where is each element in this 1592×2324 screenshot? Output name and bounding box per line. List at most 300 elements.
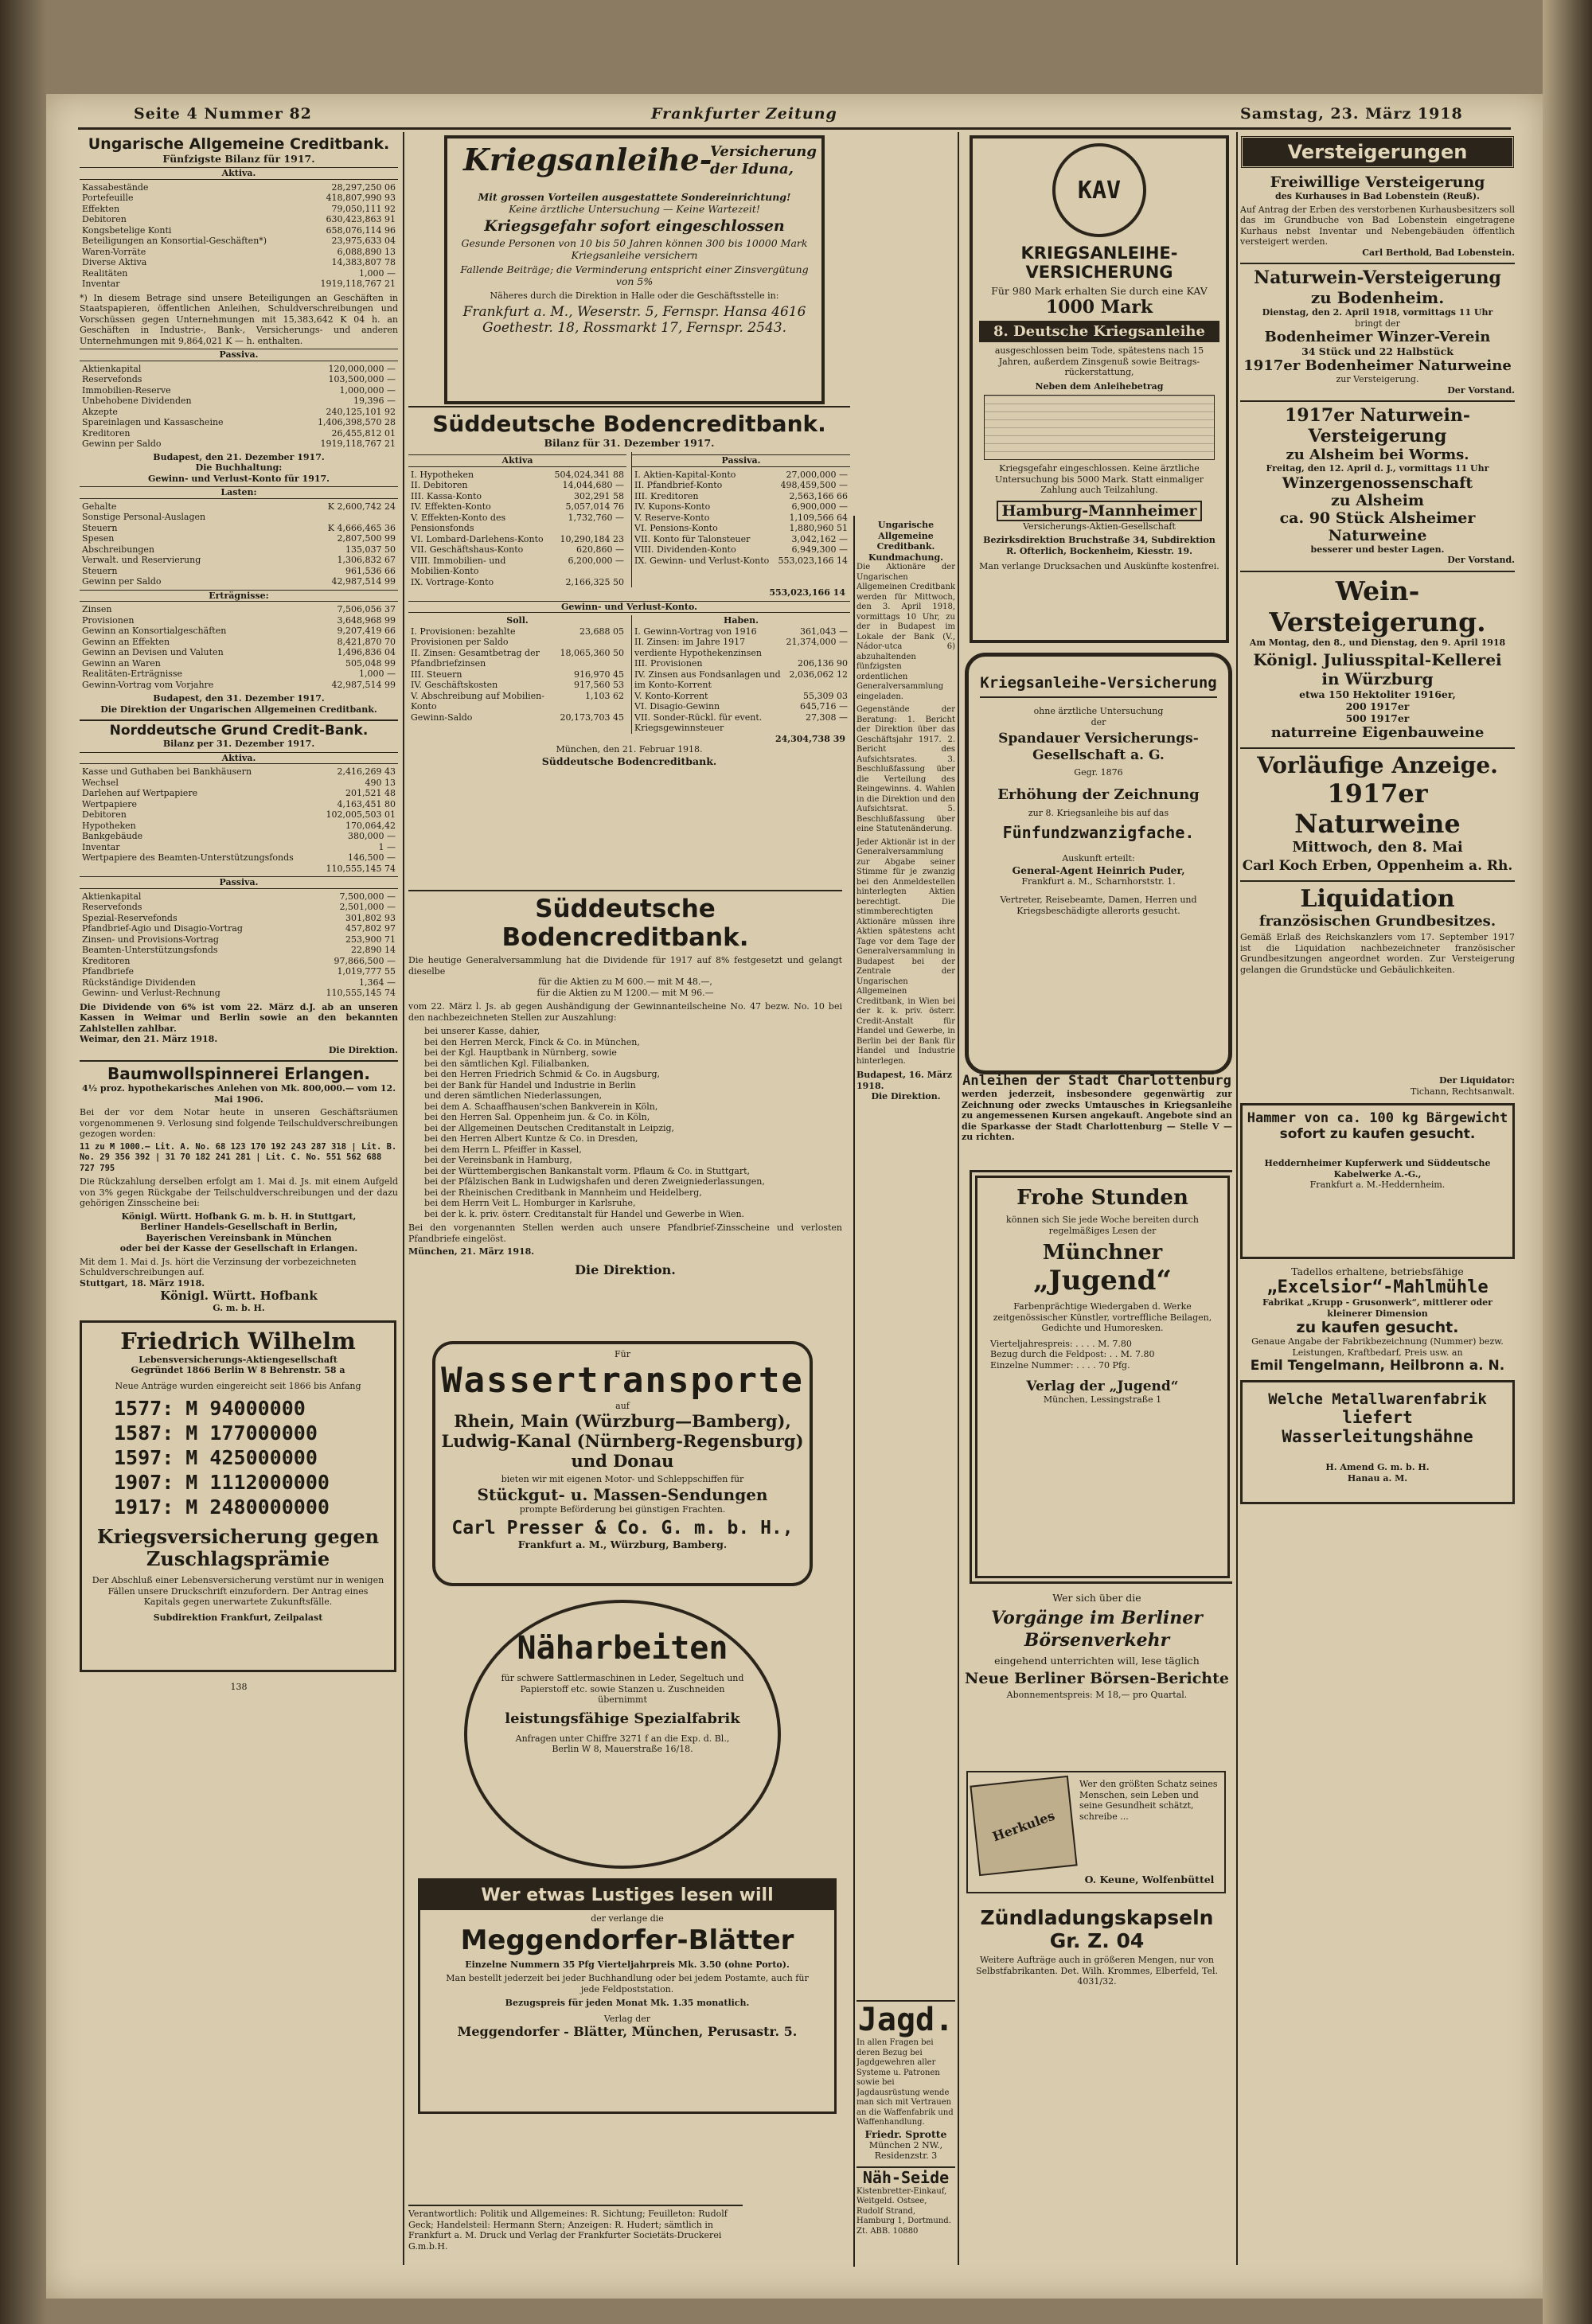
aktiva-table <box>80 182 398 290</box>
charl-text: werden jederzeit, insbesondere gegenwärtig zur Zeichnung oder zwecks Umtausches in Kriegsanleihe zu angemessenen Kursen angekauft. Angebote sind an die Sparkasse der Stadt Charlottenburg — Stelle V — zu richten. <box>962 1089 1232 1142</box>
row-label: Wertpapiere des Beamten-Unterstützungsfonds <box>82 852 294 863</box>
table-row <box>80 385 398 396</box>
jug-line-3: „Jugend“ <box>1033 1265 1172 1297</box>
megg-line-2: Man bestellt jederzeit bei jeder Buchhandlung oder bei jedem Postamte, auch für jede Feldpoststation. <box>446 1973 809 1995</box>
table-row <box>632 556 850 567</box>
list-item: bei dem A. Schaaffhausen'schen Bankverein in Köln, <box>424 1101 658 1112</box>
row-value: 6,949,300 — <box>791 544 848 555</box>
naeh-line-2: leistungsfähige Spezialfabrik <box>505 1710 740 1727</box>
gvk-total: 24,304,738 39 <box>775 733 845 744</box>
boerse-line-4: Neue Berliner Börsen-Berichte <box>965 1670 1229 1687</box>
kriegs-line-5: Fallende Beiträge; die Verminderung entspricht einer Zinsvergütung von 5% <box>460 263 809 287</box>
table-row <box>80 891 398 903</box>
row-value: 361,043 — <box>800 626 848 637</box>
muenchen-date-1: München, den 21. Februar 1918. <box>556 744 703 755</box>
row-label: Hypotheken <box>82 820 136 831</box>
kriegs-line-1: Mit grossen Vorteilen ausgestattete Sondereinrichtung! <box>478 191 791 203</box>
sued-dividende <box>408 890 842 1277</box>
nord-passiva-head: Passiva. <box>80 876 398 889</box>
ahr-sub: des Kurhauses in Bad Lobenstein (Reuß). <box>1275 191 1480 201</box>
table-row <box>408 691 626 712</box>
hofbank-sub: G. m. b. H. <box>213 1303 265 1313</box>
row-label: Steuern <box>82 565 118 576</box>
table-row <box>80 257 398 268</box>
row-label: Spezial-Reservefonds <box>82 912 178 923</box>
table-row <box>632 544 850 556</box>
alsh-line-1: Winzergenossenschaft <box>1282 474 1473 492</box>
row-value: 201,521 48 <box>345 788 396 798</box>
table-row <box>632 513 850 524</box>
naeh-line-1: für schwere Sattlermaschinen in Leder, Segeltuch und Papierstoff etc. sowie Stanzen u. Zuschneiden übernimmt <box>501 1673 744 1705</box>
row-label: III. Steuern <box>411 669 462 680</box>
table-row <box>632 701 850 712</box>
row-value: 146,500 — <box>348 852 396 863</box>
row-value: 120,000,000 — <box>328 363 396 374</box>
baum-title: Baumwollspinnerei Erlangen. <box>107 1064 370 1083</box>
jugend-ad <box>970 1170 1232 1584</box>
row-value: 7,506,056 37 <box>337 604 396 614</box>
row-value: 8,421,870 70 <box>337 636 396 647</box>
wasser-line-3: und Donau <box>571 1451 674 1471</box>
row-value: 26,455,812 01 <box>331 427 396 439</box>
kav-title: KRIEGSANLEIHE-VERSICHERUNG <box>1020 244 1178 282</box>
passiva-head: Passiva. <box>80 349 398 361</box>
row-label: Bankgebäude <box>82 831 143 841</box>
table-row <box>408 491 626 502</box>
kav-line-9: Bezirksdirektion Bruchstraße 34, Subdirektion R. Ofterlich, Bockenheim, Kiesstr. 19. <box>983 535 1215 556</box>
table-row <box>632 691 850 702</box>
table-row <box>80 566 398 577</box>
ung-note-text-2: Gegenstände der Beratung: 1. Bericht der Direktion über das Geschäftsjahr 1917. 2. Bericht des Aufsichtsrates. 3. Beschlußfassung über die Verteilung des Reingewinns. 4. Wahlen in die Direktion und den Aufsichtsrat. 5. Beschlußfassung über eine Statutenänderung. <box>856 705 955 833</box>
row-label: V. Effekten-Konto des Pensionsfonds <box>411 512 506 533</box>
row-value: 9,207,419 66 <box>337 626 396 636</box>
row-label: Kreditoren <box>82 955 131 966</box>
kav-logo-text: KAV <box>1077 176 1122 205</box>
row-label: III. Provisionen <box>634 658 703 669</box>
row-label: Gewinn-Vortrag vom Vorjahre <box>82 679 214 690</box>
fw-text: Der Abschluß einer Lebensversicherung verstümt nur in wenigen Fällen unsere Druckschrift einzufordern. Der Antrag eines Kapitals gegen unerwartete Zukunftsfälle. <box>92 1575 384 1607</box>
table-row <box>408 556 626 577</box>
sued2-aktien-1: für die Aktien zu M 600.— mit M 48.—, <box>538 977 712 987</box>
wasser-fuer: Für <box>615 1349 630 1359</box>
span-line-5: zur 8. Kriegsanleihe bis auf das <box>1028 807 1169 818</box>
table-row <box>80 268 398 279</box>
neh-title: Näh-Seide <box>856 2166 955 2187</box>
metall-line-2: liefert Wasserleitungshähne <box>1282 1408 1473 1446</box>
row-label: Pfandbrief-Agio und Disagio-Vortrag <box>82 923 243 934</box>
row-label: V. Abschreibung auf Mobilien-Konto <box>411 690 544 712</box>
row-value: 7,500,000 — <box>339 891 396 902</box>
nord-text: Die Dividende von 6% ist vom 22. März d.J. ab an unseren Kassen in Weimar und Berlin sowie an den bekannten Zahlstellen zahlbar. <box>80 1001 398 1034</box>
naeh-ad <box>464 1600 781 1869</box>
jug-addr: München, Lessingstraße 1 <box>1043 1394 1162 1405</box>
herk-text: Wer den größten Schatz seines Menschen, sein Leben und seine Gesundheit schätzt, schreibe ... <box>1079 1779 1218 1822</box>
row-label: Spesen <box>82 533 115 544</box>
row-value: 102,005,503 01 <box>326 809 396 820</box>
table-row <box>80 842 398 853</box>
row-label: Debitoren <box>82 809 127 820</box>
row-label: Aktienkapital <box>82 363 142 374</box>
herkules-box-icon <box>970 1776 1077 1876</box>
row-label: VI. Lombard-Darlehens-Konto <box>411 533 544 544</box>
table-row <box>408 534 626 545</box>
herk-firm: O. Keune, Wolfenbüttel <box>1084 1874 1215 1885</box>
span-line-9: Frankfurt a. M., Scharnhorststr. 1. <box>1021 875 1176 887</box>
table-row <box>408 501 626 513</box>
table-row <box>632 480 850 491</box>
kriegs-line-6: Näheres durch die Direktion in Halle oder die Geschäftsstelle in: <box>490 290 779 301</box>
charl-title: Anleihen der Stadt Charlottenburg <box>962 1073 1231 1089</box>
row-value: 1,880,960 51 <box>789 523 848 533</box>
row-value: 2,563,166 66 <box>789 490 848 501</box>
table-row <box>80 512 398 523</box>
jagd-title: Jagd. <box>857 2002 954 2038</box>
list-item: oder bei der Kasse der Gesellschaft in Erlangen. <box>119 1243 358 1254</box>
row-value: 916,970 45 <box>574 669 624 680</box>
imprint: Verantwortlich: Politik und Allgemeines: R. Sichtung; Feuilleton: Rudolf Geck; Handelsteil: Hermann Stern; Anzeigen: R. Hudert; sämtlich in Frankfurt a. M. Druck und Verlag der Frankfurter Societäts-Druckerei G.m.b.H. <box>408 2205 743 2252</box>
row-value: 97,866,500 — <box>334 955 396 966</box>
fw-sub: Lebensversicherungs-Aktiengesellschaft <box>139 1354 338 1365</box>
table-row <box>80 988 398 999</box>
row-label: IV. Effekten-Konto <box>411 501 491 512</box>
row-value: 14,044,680 — <box>562 480 624 490</box>
row-label: I. Provisionen: bezahlte Provisionen per Saldo <box>411 626 516 647</box>
table-row <box>632 669 850 691</box>
sued2-text: Die heutige Generalversammlung hat die Dividende für 1917 auf 8% festgesetzt und gelangt dieselbe <box>408 955 842 977</box>
kav-ad <box>970 135 1229 643</box>
table-row <box>80 956 398 967</box>
liq-sub: französischen Grundbesitzes. <box>1258 913 1496 930</box>
row-value: 553,023,166 14 <box>778 555 848 566</box>
row-label: II. Zinsen: Gesamtbetrag der Pfandbriefzinsen <box>411 647 540 669</box>
row-label: Gewinn- und Verlust-Rechnung <box>82 988 220 998</box>
table-row <box>80 374 398 385</box>
kav-logo-icon <box>1052 143 1146 237</box>
fw-neu: Neue Anträge wurden eingereicht seit 1866 bis Anfang <box>115 1380 361 1391</box>
table-row <box>80 439 398 450</box>
hammer-city: Frankfurt a. M.-Heddernheim. <box>1309 1180 1446 1190</box>
span-line-6: Fünfundzwanzigfache. <box>1002 823 1195 842</box>
sued-passiva-table <box>632 470 850 567</box>
table-row <box>80 182 398 193</box>
row-value: 27,308 — <box>806 712 848 723</box>
hammer-ad <box>1240 1103 1515 1259</box>
lasten-head: Lasten: <box>80 486 398 499</box>
ahr-title: Freiwillige Versteigerung <box>1270 174 1485 191</box>
row-value: 4,163,451 80 <box>337 798 396 809</box>
row-value: K 2,600,742 24 <box>327 501 396 512</box>
list-item: 1587: M 177000000 <box>114 1421 318 1445</box>
row-label: Kasse und Guthaben bei Bankhäusern <box>82 766 252 777</box>
list-item: bei den sämtlichen Kgl. Filialbanken, <box>424 1058 590 1069</box>
megg-ad <box>418 1878 837 2114</box>
budapest-date-2: Budapest, den 31. Dezember 1917. <box>153 693 325 704</box>
list-item: bei der Bank für Handel und Industrie in Berlin <box>424 1079 636 1090</box>
span-title: Kriegsanleihe-Versicherung <box>980 674 1217 698</box>
row-label: Kreditoren <box>82 427 131 439</box>
kav-line-8: Versicherungs-Aktien-Gesellschaft <box>1023 521 1176 532</box>
header-rule <box>78 127 1511 130</box>
col-divider <box>853 516 855 2267</box>
megg-head: Wer etwas Lustiges lesen will <box>420 1881 834 1910</box>
table-row <box>632 534 850 545</box>
span-line-4: Erhöhung der Zeichnung <box>997 786 1200 803</box>
natur-title: Naturwein-Versteigerung <box>1254 267 1501 288</box>
kriegs-line-2: Keine ärztliche Untersuchung — Keine Wartezeit! <box>509 203 760 215</box>
row-label: IV. Kupons-Konto <box>634 501 711 512</box>
row-value: 20,173,703 45 <box>560 712 624 723</box>
table-row <box>408 470 626 481</box>
row-value: 14,383,807 78 <box>331 257 396 267</box>
uac-direktion: Die Direktion der Ungarischen Allgemeinen Creditbank. <box>100 704 377 715</box>
row-value: 1,406,398,570 28 <box>318 417 396 427</box>
ung-note-sub: Kundmachung. <box>868 552 943 563</box>
wein-date: Am Montag, den 8., und Dienstag, den 9. April 1918 <box>1249 637 1506 648</box>
fw-rows <box>114 1396 394 1519</box>
list-item: bei den Herren Merck, Finck & Co. in München, <box>424 1036 640 1047</box>
table-row <box>80 902 398 913</box>
sued2-title: Süddeutsche Bodencreditbank. <box>408 890 842 952</box>
row-value: 6,088,890 13 <box>337 246 396 257</box>
table-row <box>80 626 398 637</box>
table-row <box>80 913 398 924</box>
vorl-line-3: Carl Koch Erben, Oppenheim a. Rh. <box>1242 858 1513 874</box>
kav-line-1: Für 980 Mark erhalten Sie durch eine KAV <box>991 285 1208 297</box>
row-value: 1919,118,767 21 <box>320 439 396 449</box>
column-5 <box>1240 135 1515 2268</box>
row-label: IX. Vortrage-Konto <box>411 576 494 587</box>
sued2-banks <box>424 1026 842 1219</box>
row-value: 457,802 97 <box>345 923 396 934</box>
list-item: bei dem Herrn Veit L. Homburger in Karlsruhe, <box>424 1198 636 1208</box>
herk-ad <box>966 1771 1226 1893</box>
metall-city: Hanau a. M. <box>1347 1472 1408 1484</box>
table-row <box>80 193 398 204</box>
row-label: Zinsen- und Provisions-Vortrag <box>82 934 219 945</box>
col-divider <box>403 132 404 2265</box>
row-value: 253,900 71 <box>345 934 396 945</box>
kav-table <box>984 395 1215 460</box>
table-row <box>632 491 850 502</box>
col-divider <box>1236 132 1238 2265</box>
row-value: 490 13 <box>365 777 396 788</box>
table-row <box>80 279 398 290</box>
list-item: bei dem Herrn L. Pfeiffer in Kassel, <box>424 1144 582 1155</box>
row-value: 22,890 14 <box>351 945 396 955</box>
table-row <box>80 396 398 407</box>
list-item: 1577: M 94000000 <box>114 1397 306 1420</box>
row-label: V. Konto-Korrent <box>634 690 708 701</box>
row-value: 1,000 — <box>359 267 396 279</box>
kriegs-right: Versicherung der Iduna, <box>710 143 817 177</box>
row-value: 2,036,062 12 <box>789 669 848 680</box>
row-value: 42,987,514 99 <box>331 679 396 690</box>
alsh-line-4: besserer und bester Lagen. <box>1310 544 1445 555</box>
list-item: und deren sämtlichen Niederlassungen, <box>424 1090 603 1101</box>
row-label: Gewinn an Konsortialgeschäften <box>82 626 227 636</box>
natur-line-1: bringt der <box>1355 318 1400 329</box>
row-label: Debitoren <box>82 214 127 224</box>
alsh-sub: zu Alsheim bei Worms. <box>1286 446 1469 463</box>
row-value: 301,802 93 <box>345 912 396 923</box>
neh-text: Kistenbretter-Einkauf, Weitgeld. Ostsee, Rudolf Strand, Hamburg 1, Dortmund. Zt. ABB. 10880 <box>856 2186 951 2236</box>
wasser-title: Wassertransporte <box>441 1359 804 1401</box>
row-label: Diverse Aktiva <box>82 257 147 267</box>
budapest-date-1: Budapest, den 21. Dezember 1917. <box>153 451 325 462</box>
table-row <box>80 225 398 236</box>
span-line-1: ohne ärztliche Untersuchung <box>1033 706 1164 716</box>
row-value: K 4,666,465 36 <box>327 522 396 533</box>
table-row <box>80 236 398 247</box>
kav-line-6: Kriegsgefahr eingeschlossen. Keine ärztliche Untersuchung bis 5000 Mark. Statt einmaliger Zahlung auch Teilzahlung. <box>995 463 1204 495</box>
alsh-title: 1917er Naturwein-Versteigerung <box>1284 405 1470 446</box>
row-label: Kongsbetelige Konti <box>82 224 172 236</box>
jagd-addr: München 2 NW., Residenzstr. 3 <box>868 2139 943 2161</box>
table-row <box>408 577 626 588</box>
haben-head: Haben. <box>723 615 759 626</box>
row-label: Aktienkapital <box>82 891 142 902</box>
row-label: Waren-Vorräte <box>82 246 146 257</box>
wein-line-2: in Würzburg <box>1321 669 1434 688</box>
table-row <box>80 544 398 556</box>
row-value: 505,048 99 <box>345 657 396 669</box>
row-value: 240,125,101 92 <box>326 406 396 417</box>
table-row <box>80 604 398 615</box>
table-row <box>80 945 398 956</box>
row-value: 5,057,014 76 <box>565 501 624 512</box>
ahr-firm: Carl Berthold, Bad Lobenstein. <box>1362 247 1515 258</box>
table-row <box>80 501 398 513</box>
wasser-ad <box>432 1341 813 1586</box>
fw-title: Friedrich Wilhelm <box>120 1327 356 1355</box>
list-item: 1917: M 2480000000 <box>114 1495 330 1519</box>
aktiva-head: Aktiva. <box>80 167 398 180</box>
row-value: 19,396 — <box>353 396 396 406</box>
table-row <box>80 923 398 934</box>
row-label: Abschreibungen <box>82 544 155 555</box>
zuend-ad <box>962 1906 1232 1987</box>
sued-total: 553,023,166 14 <box>769 587 845 598</box>
row-value: 18,065,360 50 <box>560 647 624 658</box>
gvk-head: Gewinn- und Verlust-Konto für 1917. <box>148 473 330 484</box>
wein-qty <box>1240 688 1515 724</box>
metall-ad <box>1240 1380 1515 1504</box>
row-label: Beamten-Unterstützungsfonds <box>82 945 218 955</box>
row-label: VIII. Immobilien- und Mobilien-Konto <box>411 555 506 576</box>
table-row <box>80 523 398 534</box>
wasser-auf: auf <box>615 1400 630 1411</box>
sued2-aktien-2: für die Aktien zu M 1200.— mit M 96.— <box>537 987 714 998</box>
jug-line-4: Farbenprächtige Wiedergaben d. Werke zeitgenössischer Künstler, vortreffliche Beilagen, Gedichte und Humoresken. <box>993 1301 1212 1333</box>
row-label: Kassabestände <box>82 181 149 193</box>
wasser-line-2: Ludwig-Kanal (Nürnberg-Regensburg) <box>441 1431 804 1451</box>
table-row <box>80 934 398 946</box>
alsh-line-2: zu Alsheim <box>1330 491 1425 509</box>
table-row <box>408 480 626 491</box>
wasser-line-6: prompte Beförderung bei günstigen Frachten. <box>519 1503 726 1515</box>
row-value: 2,166,325 50 <box>565 576 624 587</box>
baum-text: Bei der vor dem Notar heute in unseren Geschäftsräumen vorgenommenen 9. Verlosung sind folgende Teilschuldverschreibungen gezogen worden: <box>80 1107 398 1139</box>
table-row <box>408 669 626 680</box>
row-label: III. Kassa-Konto <box>411 490 482 501</box>
table-row <box>80 576 398 587</box>
charl-ad <box>962 1073 1232 1143</box>
row-value: 1,496,836 04 <box>337 647 396 657</box>
wein-line-1: Königl. Juliusspital-Kellerei <box>1253 650 1502 669</box>
row-value: 3,648,968 99 <box>337 614 396 626</box>
jug-line-2: Münchner <box>1042 1241 1163 1265</box>
row-value: 1,364 — <box>359 977 396 988</box>
row-label: Provisionen <box>82 614 135 626</box>
row-value: 961,536 66 <box>345 565 396 576</box>
row-value: 10,290,184 23 <box>560 533 624 544</box>
row-value <box>283 512 398 523</box>
row-value: 1919,118,767 21 <box>320 279 396 289</box>
natur-vorstand: Der Vorstand. <box>1447 384 1515 396</box>
list-item: bei der Württembergischen Bankanstalt vorm. Pflaum & Co. in Stuttgart, <box>424 1165 751 1176</box>
kav-line-3: 8. Deutsche Kriegsanleihe <box>979 321 1219 342</box>
col-divider <box>958 132 959 2265</box>
kriegs-title: Kriegsanleihe- <box>463 142 712 177</box>
megg-verlag: Verlag der <box>603 2013 651 2024</box>
list-item: bei der Rheinischen Creditbank in Mannheim und Heidelberg, <box>424 1187 702 1198</box>
row-label: VI. Pensions-Konto <box>634 523 718 533</box>
fw-foot: Subdirektion Frankfurt, Zeilpalast <box>153 1612 323 1623</box>
row-value: 1,103 62 <box>585 690 624 701</box>
boerse-line-5: Abonnementspreis: M 18,— pro Quartal. <box>1006 1690 1188 1700</box>
row-label: VI. Disagio-Gewinn <box>634 701 720 712</box>
row-label: Reservefonds <box>82 902 142 912</box>
budapest-date-3: Budapest, 16. März 1918. <box>856 1070 953 1091</box>
natur-line-4: 1917er Bodenheimer Naturweine <box>1243 357 1512 374</box>
table-row <box>80 533 398 544</box>
boerse-ad <box>962 1592 1232 1701</box>
row-value: 498,459,500 — <box>780 480 848 490</box>
span-line-3: Spandauer Versicherungs-Gesellschaft a. G. <box>998 731 1199 763</box>
haben-table <box>632 626 850 734</box>
fw-ad <box>80 1320 396 1672</box>
credit-footnote: *) In diesem Betrage sind unsere Beteiligungen an Geschäften in Staatspapieren, öffentlichen Anleihen, Schuldverschreibungen und Vorschüssen gegen Unternehmungen mit 15,383,642 K 04 h. an Geschäften in Industrie-, Bank-, Versicherungs- und anderen Unternehmungen mit 9,864,021 K — h. enthalten. <box>80 292 398 346</box>
nord-direktion: Die Direktion. <box>328 1044 398 1055</box>
excel-firm: Emil Tengelmann, Heilbronn a. N. <box>1250 1358 1505 1374</box>
kav-line-10: Man verlange Drucksachen und Auskünfte kostenfrei. <box>979 561 1219 571</box>
stuttgart-date: Stuttgart, 18. März 1918. <box>80 1277 205 1289</box>
row-value: 630,423,863 91 <box>326 214 396 224</box>
zuend-sub: Gr. Z. 04 <box>1049 1929 1145 1952</box>
kav-line-7: Hamburg-Mannheimer <box>997 501 1202 521</box>
jug-line-1: können sich Sie jede Woche bereiten durch regelmäßiges Lesen der <box>1006 1215 1199 1236</box>
binding-shadow-right <box>1543 0 1592 2324</box>
table-row <box>80 831 398 842</box>
row-value: 28,297,250 06 <box>331 181 396 193</box>
ung-note-text-3: Jeder Aktionär ist in der Generalversammlung zur Abgabe seiner Stimme für je zwanzig bei den Anmeldestellen hinterlegten Aktien berechtigt. Die stimmberechtigten Aktionäre müssen ihre Aktien spätestens acht Tage vor dem Tage der Generalversammlung in Budapest bei der Zentrale der Ungarischen Allgemeinen Creditbank, in Wien bei der k. k. priv. österr. Credit-Anstalt für Handel und Gewerbe, in Berlin bei der Bank für Handel und Industrie hinterlegen. <box>856 837 955 1066</box>
baum-subtitle: 4½ proz. hypothekarisches Anlehen von Mk. 800,000.— vom 12. Mai 1906. <box>81 1083 396 1105</box>
kav-line-2: 1000 Mark <box>1045 297 1153 318</box>
row-label: V. Reserve-Konto <box>634 512 710 523</box>
list-item: bei der Pfälzischen Bank in Ludwigshafen und deren Zweigniederlassungen, <box>424 1176 765 1187</box>
hofbank: Königl. Württ. Hofbank <box>160 1289 318 1303</box>
soll-head: Soll. <box>506 615 529 626</box>
row-label: VII. Sonder-Rückl. für event. Kriegsgewinnsteuer <box>634 712 763 733</box>
row-label: Gewinn per Saldo <box>82 439 162 449</box>
column-4 <box>962 135 1232 2268</box>
row-label: Gehalte <box>82 501 117 512</box>
jug-title: Frohe Stunden <box>1016 1186 1188 1210</box>
table-row <box>632 470 850 481</box>
list-item: bei der Allgemeinen Deutschen Creditanstalt in Leipzig, <box>424 1122 675 1133</box>
row-label: Realitäten <box>82 267 128 279</box>
span-gegr: Gegr. 1876 <box>1074 767 1123 778</box>
